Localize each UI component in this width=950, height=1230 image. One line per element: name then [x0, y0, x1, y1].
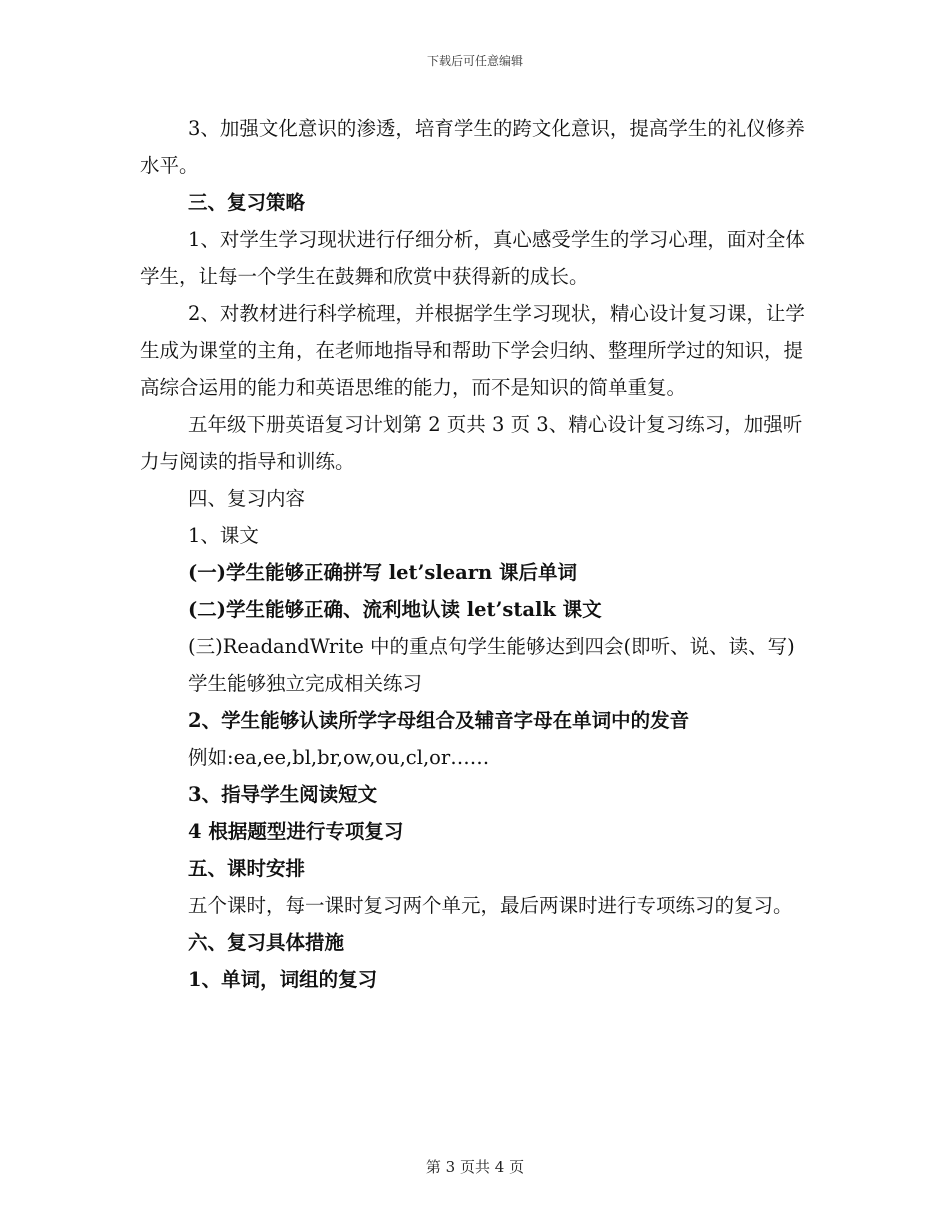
- document-body: [140, 110, 820, 998]
- paragraph: 例如:ea,ee,bl,br,ow,ou,cl,or……: [188, 746, 490, 769]
- paragraph: 3、加强文化意识的渗透，培育学生的跨文化意识，提高学生的礼仪修养水平。: [140, 117, 805, 177]
- paragraph: (三)ReadandWrite 中的重点句学生能够达到四会(即听、说、读、写): [188, 635, 795, 658]
- paragraph: 2、学生能够认读所学字母组合及辅音字母在单词中的发音: [188, 709, 690, 732]
- paragraph: 学生能够独立完成相关练习: [188, 672, 423, 695]
- page-header: 下载后可任意编辑: [426, 54, 523, 68]
- paragraph: 3、指导学生阅读短文: [188, 783, 378, 806]
- paragraph: (二)学生能够正确、流利地认读 let’stalk 课文: [188, 598, 602, 621]
- paragraph: 五个课时，每一课时复习两个单元，最后两课时进行专项练习的复习。: [188, 894, 793, 917]
- section-heading: 三、复习策略: [188, 191, 306, 214]
- paragraph: 1、课文: [188, 524, 259, 547]
- paragraph: 4 根据题型进行专项复习: [188, 820, 404, 843]
- paragraph: 2、对教材进行科学梳理，并根据学生学习现状，精心设计复习课，让学生成为课堂的主角，在老师地指导和帮助下学会归纳、整理所学过的知识，提高综合运用的能力和英语思维的能力，而不是知识的简单重复。: [140, 302, 805, 399]
- paragraph: 1、对学生学习现状进行仔细分析，真心感受学生的学习心理，面对全体学生，让每一个学生在鼓舞和欣赏中获得新的成长。: [140, 228, 805, 288]
- paragraph: 五年级下册英语复习计划第 2 页共 3 页 3、精心设计复习练习，加强听力与阅读的指导和训练。: [140, 413, 803, 473]
- paragraph: 1、单词，词组的复习: [188, 968, 378, 991]
- section-heading: 四、复习内容: [188, 487, 306, 510]
- section-heading: 六、复习具体措施: [188, 931, 345, 954]
- paragraph: (一)学生能够正确拼写 let’slearn 课后单词: [188, 561, 578, 584]
- page-footer: 第 3 页共 4 页: [425, 1158, 525, 1176]
- section-heading: 五、课时安排: [188, 857, 306, 880]
